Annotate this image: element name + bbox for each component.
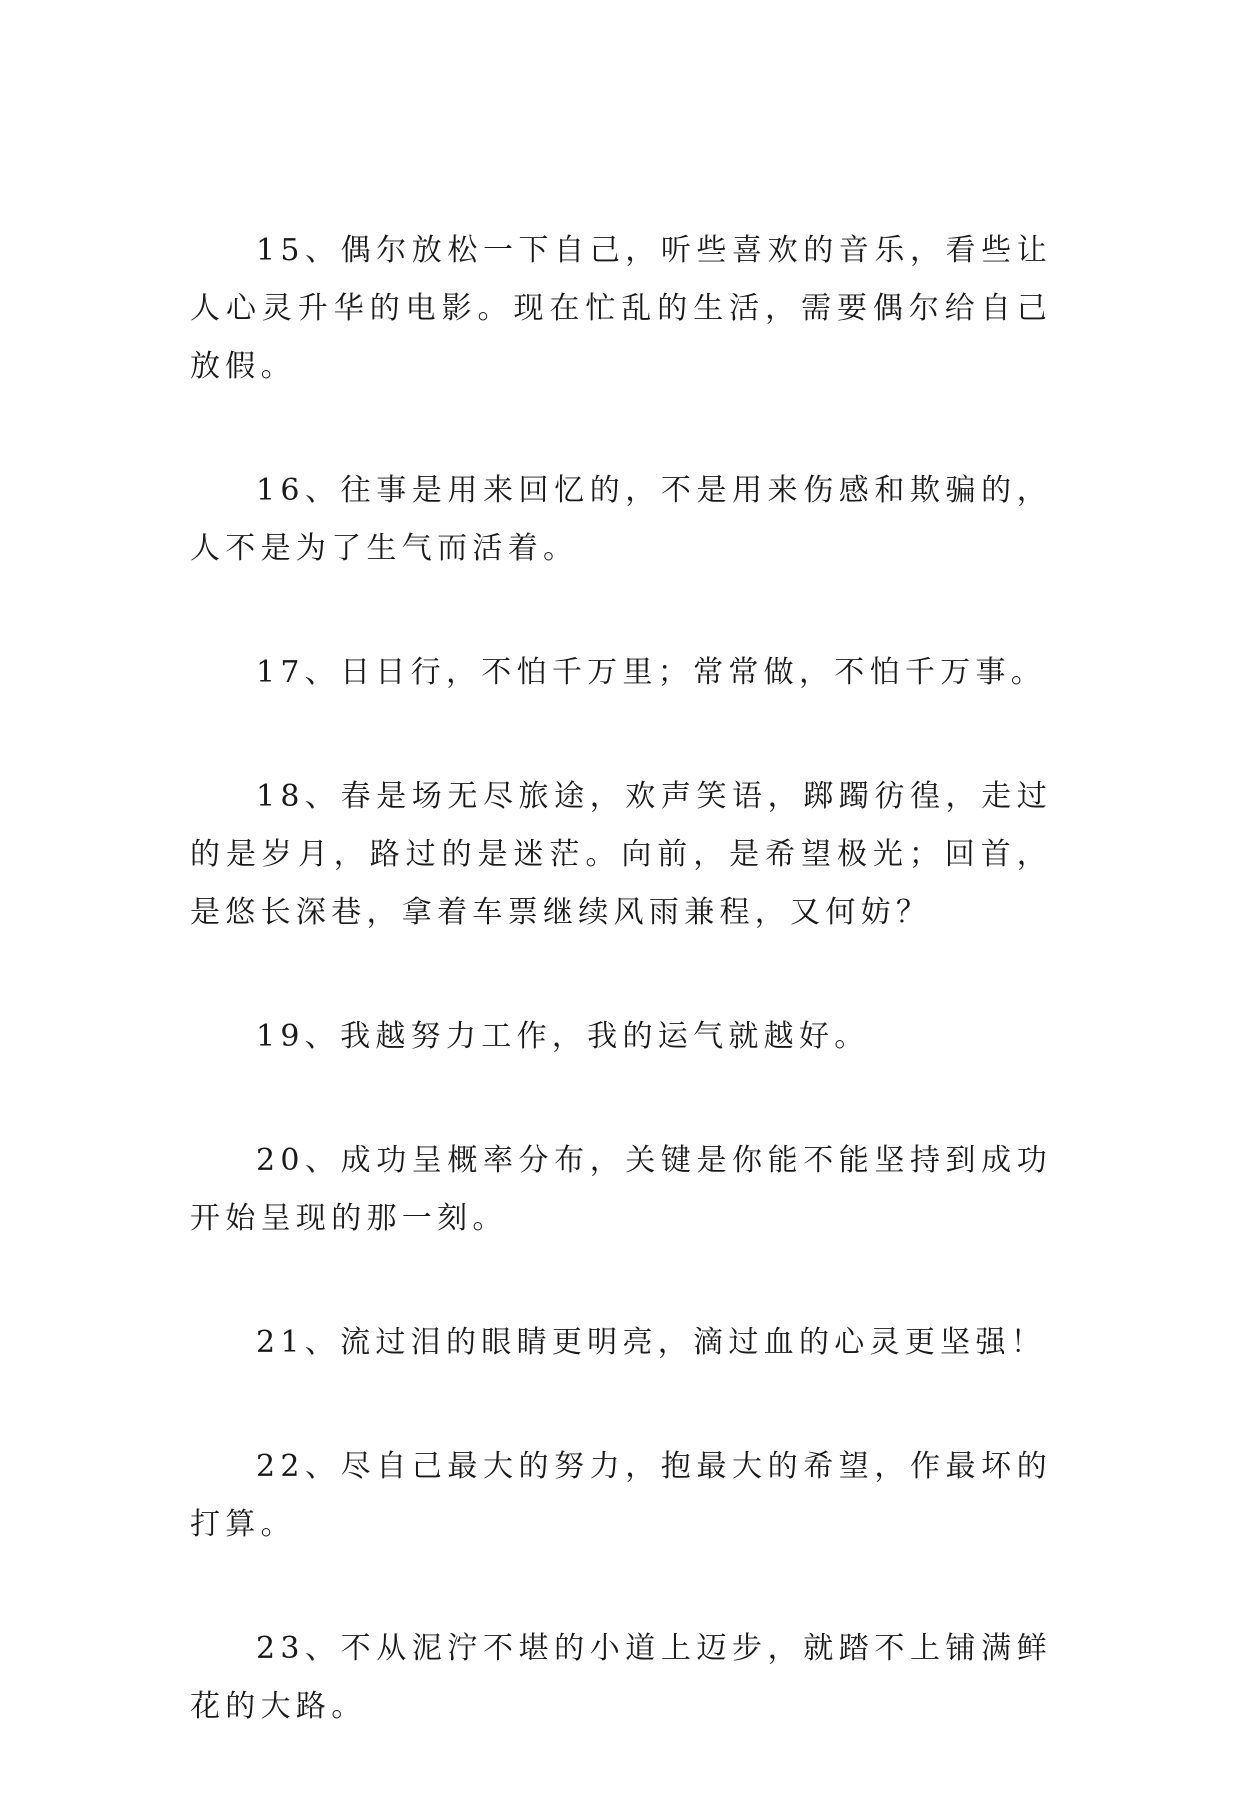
document-body: [190, 222, 1052, 1802]
paragraph-19: 19、我越努力工作，我的运气就越好。: [256, 1019, 870, 1054]
paragraph-23: 23、不从泥泞不堪的小道上迈步，就踏不上铺满鲜花的大路。: [190, 1631, 1052, 1724]
paragraph-20: 20、成功呈概率分布，关键是你能不能坚持到成功开始呈现的那一刻。: [190, 1143, 1052, 1236]
paragraph-17: 17、日日行，不怕千万里；常常做，不怕千万事。: [256, 655, 1047, 690]
paragraph-22: 22、尽自己最大的努力，抱最大的希望，作最坏的打算。: [190, 1449, 1052, 1542]
paragraph-18: 18、春是场无尽旅途，欢声笑语，踯躅彷徨，走过的是岁月，路过的是迷茫。向前，是希望极光；回首，是悠长深巷，拿着车票继续风雨兼程，又何妨？: [190, 779, 1052, 930]
paragraph-16: 16、往事是用来回忆的，不是用来伤感和欺骗的，人不是为了生气而活着。: [190, 473, 1052, 566]
paragraph-21: 21、流过泪的眼睛更明亮，滴过血的心灵更坚强！: [256, 1325, 1047, 1360]
paragraph-15: 15、偶尔放松一下自己，听些喜欢的音乐，看些让人心灵升华的电影。现在忙乱的生活，需要偶尔给自己放假。: [190, 233, 1052, 384]
